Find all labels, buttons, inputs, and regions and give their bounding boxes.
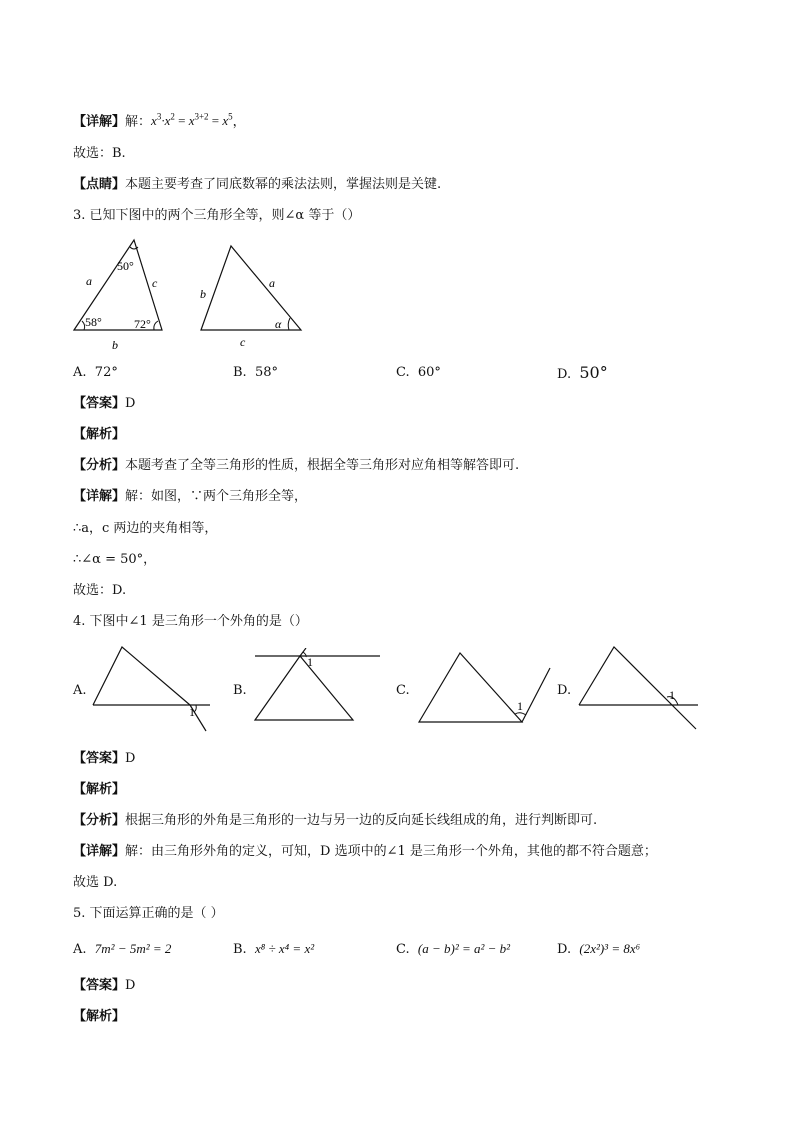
angle-arc-br — [154, 321, 158, 330]
q4-figure-b — [250, 648, 385, 726]
q4-analysis-label: 【解析】 — [73, 782, 126, 797]
q3-triangle-left — [68, 235, 168, 355]
label-angle-top: 50° — [117, 259, 134, 273]
q3-analysis: 【分析】本题考查了全等三角形的性质，根据全等三角形对应角相等解答即可. — [73, 458, 520, 473]
label-alpha: α — [275, 317, 282, 331]
q3-option-d: D. 50° — [557, 363, 608, 382]
q4-option-b-letter: B. — [233, 683, 247, 698]
q3-detail-3: ∴∠α = 50°， — [73, 552, 157, 567]
q4-detail: 【详解】解：由三角形外角的定义，可知，D 选项中的∠1 是三角形一个外角，其他的都不符合题意； — [73, 844, 657, 859]
angle-arc-alpha — [288, 318, 290, 330]
svg-text:1: 1 — [307, 655, 313, 669]
label-b: b — [200, 287, 206, 301]
comment-tag: 【点睛】 — [73, 177, 126, 192]
q4-answer: 【答案】D — [73, 751, 136, 766]
q5-option-d: D. (2x²)³ = 8x⁶ — [557, 941, 641, 957]
label-c: c — [240, 335, 246, 349]
q3-detail-2: ∴a，c 两边的夹角相等， — [73, 521, 218, 536]
q4-figure-a — [88, 643, 213, 735]
q4-option-c-letter: C. — [396, 683, 410, 698]
choose-line-1: 故选：B. — [73, 146, 126, 161]
q3-triangle-right — [195, 240, 310, 350]
label-angle-br: 72° — [134, 317, 151, 331]
q5-option-b: B. x⁸ ÷ x⁴ = x² — [233, 941, 315, 957]
q5-stem: 5. 下面运算正确的是（ ） — [73, 906, 224, 921]
label-angle-bl: 58° — [85, 315, 102, 329]
q3-analysis-label: 【解析】 — [73, 427, 126, 442]
q5-answer: 【答案】D — [73, 978, 136, 993]
label-a: a — [269, 276, 275, 290]
q4-option-a-letter: A. — [73, 683, 87, 698]
q5-analysis-label: 【解析】 — [73, 1009, 126, 1024]
q3-option-a: A. 72° — [73, 365, 118, 380]
q5-option-c: C. (a − b)² = a² − b² — [396, 941, 511, 957]
triangle-shape — [201, 246, 301, 330]
detail-line-1: 【详解】解：$x^3\cdot x^2 = x^{3+2} = x^5$， — [73, 112, 246, 130]
q4-figure-c — [414, 648, 554, 728]
q3-answer: 【答案】D — [73, 396, 136, 411]
q3-option-b: B. 58° — [233, 365, 278, 380]
q4-analysis: 【分析】根据三角形的外角是三角形的一边与另一边的反向延长线组成的角，进行判断即可. — [73, 813, 598, 828]
label-b: b — [112, 338, 118, 352]
q3-option-c: C. 60° — [396, 365, 441, 380]
comment-line — [73, 176, 441, 194]
q4-option-d-letter: D. — [557, 683, 572, 698]
q5-option-a: A. 7m² − 5m² = 2 — [73, 941, 172, 957]
label-c: c — [152, 276, 158, 290]
svg-text:1: 1 — [189, 705, 195, 719]
svg-text:1: 1 — [517, 699, 523, 713]
q4-choose: 故选 D. — [73, 875, 118, 890]
q3-detail-1: 【详解】解：如图，∵两个三角形全等， — [73, 489, 308, 504]
svg-text:1: 1 — [669, 688, 675, 702]
detail-prefix: 解： — [125, 114, 152, 130]
q4-figure-d — [574, 643, 702, 735]
label-a: a — [86, 274, 92, 288]
q3-choose: 故选：D. — [73, 583, 127, 598]
detail-math: $x^3\cdot x^2 = x^{3+2} = x^5$ — [151, 112, 233, 129]
q4-stem: 4. 下图中∠1 是三角形一个外角的是（） — [73, 614, 308, 629]
q3-stem: 3. 已知下图中的两个三角形全等，则∠α 等于（） — [73, 208, 361, 223]
comment-text: 本题主要考查了同底数幂的乘法法则，掌握法则是关键. — [125, 177, 442, 192]
detail-tag: 【详解】 — [73, 114, 126, 130]
